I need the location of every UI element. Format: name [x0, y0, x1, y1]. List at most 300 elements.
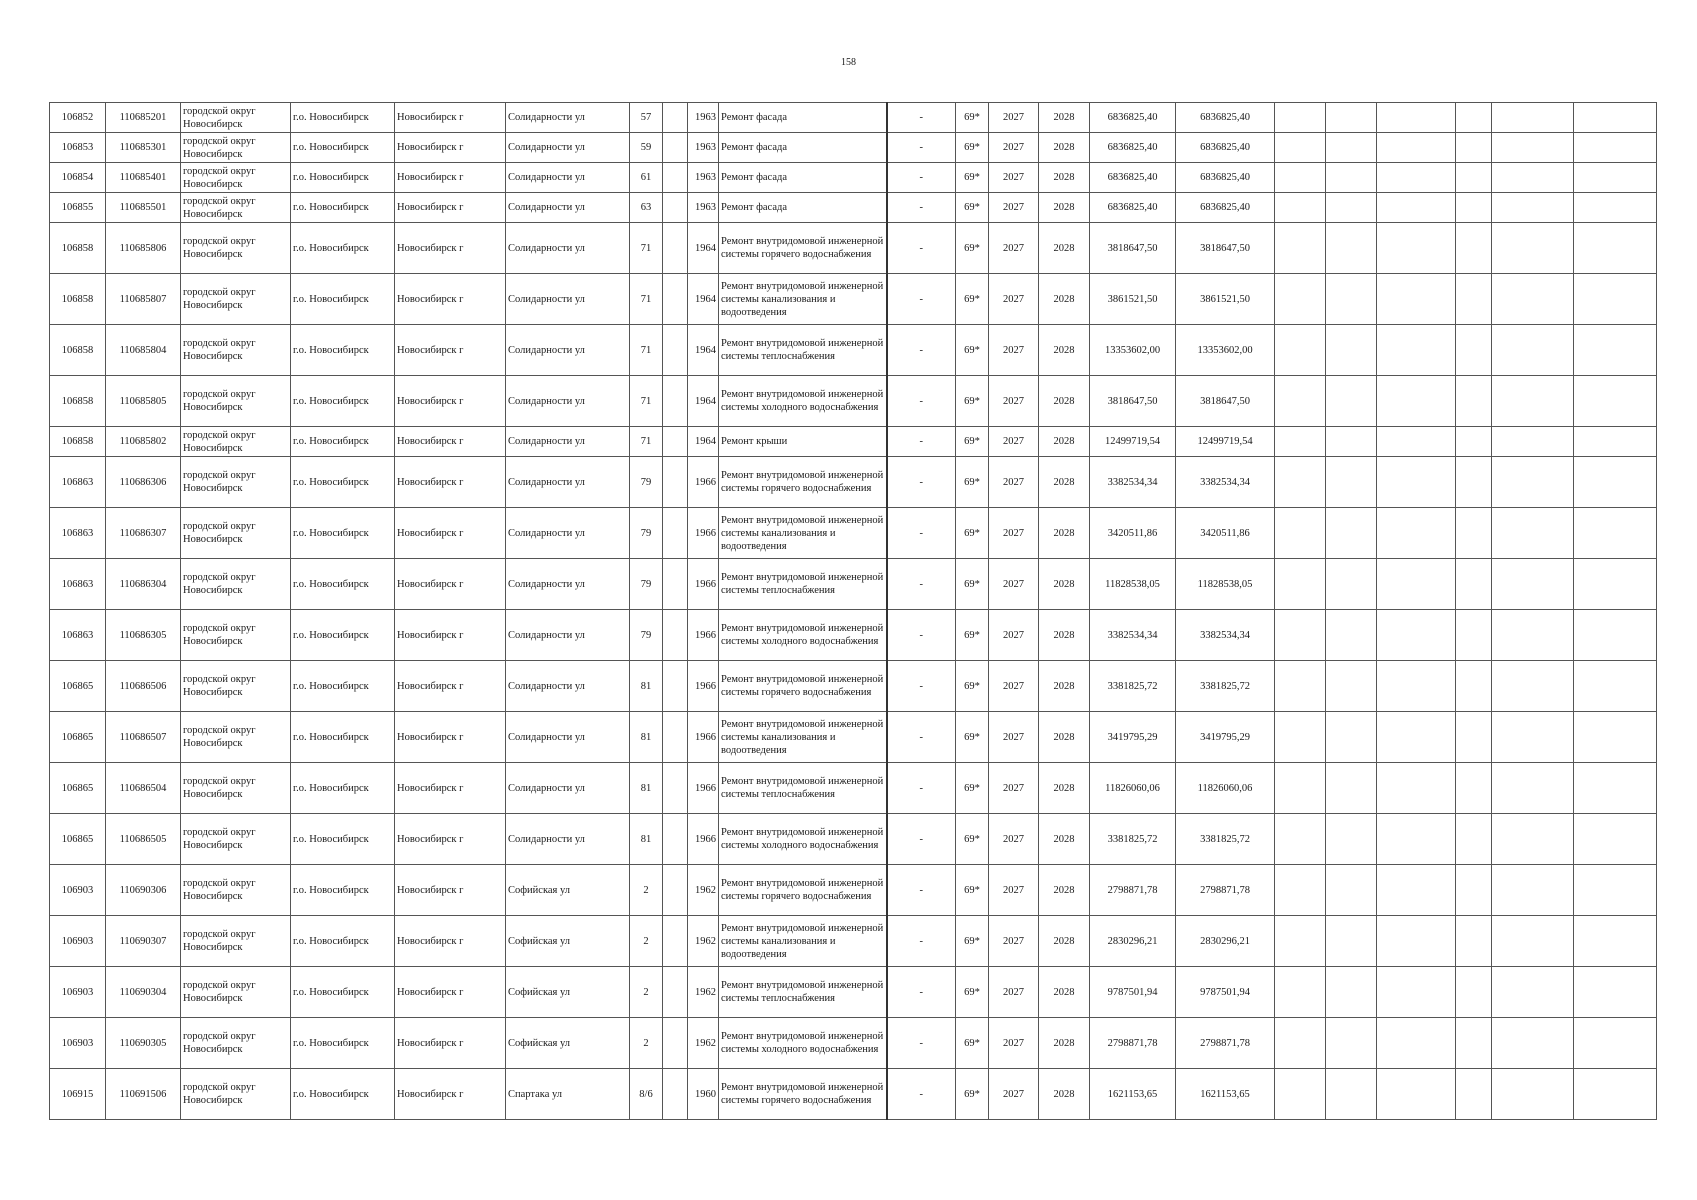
- cell-work-type: Ремонт внутридомовой инженерной системы теплоснабжения: [719, 763, 887, 814]
- table-row: [50, 163, 1657, 193]
- cell-okrug: городской округ Новосибирск: [181, 814, 291, 865]
- cell-street: Солидарности ул: [506, 133, 630, 163]
- cell-work-type: Ремонт внутридомовой инженерной системы холодного водоснабжения: [719, 610, 887, 661]
- cell-end-year: 2028: [1039, 865, 1090, 916]
- cell-total: 1621153,65: [1176, 1069, 1275, 1120]
- cell-municipality: г.о. Новосибирск: [291, 508, 395, 559]
- cell-empty: [1275, 1069, 1326, 1120]
- cell-building: [663, 610, 688, 661]
- cell-total: 3382534,34: [1176, 457, 1275, 508]
- cell-id: 106855: [50, 193, 106, 223]
- cell-city: Новосибирск г: [395, 814, 506, 865]
- cell-dash: -: [887, 916, 956, 967]
- cell-municipality: г.о. Новосибирск: [291, 967, 395, 1018]
- cell-city: Новосибирск г: [395, 325, 506, 376]
- cell-building: [663, 274, 688, 325]
- cell-code: 110686307: [106, 508, 181, 559]
- cell-city: Новосибирск г: [395, 163, 506, 193]
- cell-total: 9787501,94: [1176, 967, 1275, 1018]
- cell-total: 2798871,78: [1176, 1018, 1275, 1069]
- cell-code: 110686504: [106, 763, 181, 814]
- cell-year: 1964: [688, 427, 719, 457]
- cell-total: 3861521,50: [1176, 274, 1275, 325]
- cell-code: 110690305: [106, 1018, 181, 1069]
- cell-end-year: 2028: [1039, 133, 1090, 163]
- cell-start-year: 2027: [989, 163, 1039, 193]
- cell-empty: [1275, 457, 1326, 508]
- cell-empty: [1456, 865, 1492, 916]
- cell-empty: [1377, 325, 1456, 376]
- cell-id: 106903: [50, 1018, 106, 1069]
- cell-cost: 3419795,29: [1090, 712, 1176, 763]
- cell-wear: 69*: [956, 325, 989, 376]
- cell-code: 110686306: [106, 457, 181, 508]
- cell-empty: [1456, 274, 1492, 325]
- table-row: [50, 376, 1657, 427]
- cell-empty: [1326, 712, 1377, 763]
- cell-dash: -: [887, 427, 956, 457]
- cell-id: 106915: [50, 1069, 106, 1120]
- cell-total: 6836825,40: [1176, 193, 1275, 223]
- cell-cost: 12499719,54: [1090, 427, 1176, 457]
- cell-id: 106865: [50, 763, 106, 814]
- page-number: 158: [841, 57, 856, 68]
- cell-empty: [1574, 967, 1657, 1018]
- cell-empty: [1456, 427, 1492, 457]
- cell-city: Новосибирск г: [395, 1018, 506, 1069]
- capital-repair-table: [49, 102, 1657, 1120]
- cell-street: Солидарности ул: [506, 223, 630, 274]
- cell-start-year: 2027: [989, 763, 1039, 814]
- cell-cost: 9787501,94: [1090, 967, 1176, 1018]
- cell-total: 11828538,05: [1176, 559, 1275, 610]
- cell-cost: 3420511,86: [1090, 508, 1176, 559]
- cell-empty: [1492, 223, 1574, 274]
- cell-work-type: Ремонт внутридомовой инженерной системы холодного водоснабжения: [719, 814, 887, 865]
- cell-empty: [1275, 163, 1326, 193]
- cell-empty: [1377, 610, 1456, 661]
- cell-end-year: 2028: [1039, 967, 1090, 1018]
- cell-empty: [1456, 223, 1492, 274]
- cell-municipality: г.о. Новосибирск: [291, 763, 395, 814]
- cell-empty: [1377, 967, 1456, 1018]
- cell-id: 106858: [50, 223, 106, 274]
- cell-empty: [1492, 457, 1574, 508]
- cell-code: 110685201: [106, 103, 181, 133]
- cell-empty: [1574, 763, 1657, 814]
- cell-street: Солидарности ул: [506, 193, 630, 223]
- cell-code: 110685401: [106, 163, 181, 193]
- cell-okrug: городской округ Новосибирск: [181, 508, 291, 559]
- cell-end-year: 2028: [1039, 376, 1090, 427]
- cell-work-type: Ремонт внутридомовой инженерной системы горячего водоснабжения: [719, 661, 887, 712]
- cell-empty: [1275, 376, 1326, 427]
- cell-year: 1966: [688, 712, 719, 763]
- cell-building: [663, 103, 688, 133]
- cell-city: Новосибирск г: [395, 967, 506, 1018]
- cell-end-year: 2028: [1039, 508, 1090, 559]
- cell-empty: [1377, 1069, 1456, 1120]
- cell-dash: -: [887, 763, 956, 814]
- cell-city: Новосибирск г: [395, 712, 506, 763]
- table-row: [50, 457, 1657, 508]
- cell-building: [663, 559, 688, 610]
- cell-work-type: Ремонт внутридомовой инженерной системы теплоснабжения: [719, 325, 887, 376]
- cell-building: [663, 661, 688, 712]
- table-row: [50, 133, 1657, 163]
- cell-total: 6836825,40: [1176, 163, 1275, 193]
- cell-street: Солидарности ул: [506, 325, 630, 376]
- cell-okrug: городской округ Новосибирск: [181, 712, 291, 763]
- cell-municipality: г.о. Новосибирск: [291, 274, 395, 325]
- cell-empty: [1377, 163, 1456, 193]
- cell-empty: [1326, 457, 1377, 508]
- cell-empty: [1492, 193, 1574, 223]
- cell-empty: [1275, 763, 1326, 814]
- cell-work-type: Ремонт внутридомовой инженерной системы канализования и водоотведения: [719, 916, 887, 967]
- cell-empty: [1377, 133, 1456, 163]
- cell-empty: [1492, 916, 1574, 967]
- cell-municipality: г.о. Новосибирск: [291, 376, 395, 427]
- cell-year: 1966: [688, 763, 719, 814]
- cell-house: 79: [630, 610, 663, 661]
- cell-dash: -: [887, 1018, 956, 1069]
- cell-empty: [1326, 763, 1377, 814]
- cell-start-year: 2027: [989, 376, 1039, 427]
- cell-building: [663, 1018, 688, 1069]
- cell-end-year: 2028: [1039, 223, 1090, 274]
- cell-house: 2: [630, 916, 663, 967]
- cell-empty: [1275, 223, 1326, 274]
- cell-cost: 3818647,50: [1090, 376, 1176, 427]
- cell-empty: [1492, 967, 1574, 1018]
- cell-dash: -: [887, 457, 956, 508]
- cell-empty: [1377, 457, 1456, 508]
- cell-work-type: Ремонт внутридомовой инженерной системы канализования и водоотведения: [719, 274, 887, 325]
- cell-empty: [1456, 763, 1492, 814]
- cell-city: Новосибирск г: [395, 763, 506, 814]
- cell-wear: 69*: [956, 559, 989, 610]
- cell-dash: -: [887, 325, 956, 376]
- cell-empty: [1377, 763, 1456, 814]
- cell-total: 6836825,40: [1176, 103, 1275, 133]
- cell-empty: [1377, 865, 1456, 916]
- cell-id: 106854: [50, 163, 106, 193]
- cell-okrug: городской округ Новосибирск: [181, 376, 291, 427]
- cell-street: Софийская ул: [506, 916, 630, 967]
- cell-empty: [1326, 814, 1377, 865]
- cell-empty: [1574, 193, 1657, 223]
- cell-code: 110685806: [106, 223, 181, 274]
- cell-empty: [1326, 193, 1377, 223]
- cell-cost: 2798871,78: [1090, 1018, 1176, 1069]
- table-row: [50, 103, 1657, 133]
- cell-cost: 2798871,78: [1090, 865, 1176, 916]
- cell-empty: [1456, 325, 1492, 376]
- cell-id: 106865: [50, 712, 106, 763]
- cell-empty: [1574, 610, 1657, 661]
- cell-house: 79: [630, 559, 663, 610]
- cell-total: 6836825,40: [1176, 133, 1275, 163]
- cell-municipality: г.о. Новосибирск: [291, 661, 395, 712]
- cell-empty: [1456, 559, 1492, 610]
- cell-total: 3420511,86: [1176, 508, 1275, 559]
- cell-municipality: г.о. Новосибирск: [291, 1069, 395, 1120]
- cell-end-year: 2028: [1039, 763, 1090, 814]
- cell-city: Новосибирск г: [395, 103, 506, 133]
- cell-empty: [1275, 133, 1326, 163]
- cell-start-year: 2027: [989, 712, 1039, 763]
- cell-empty: [1275, 103, 1326, 133]
- cell-empty: [1326, 133, 1377, 163]
- cell-empty: [1456, 376, 1492, 427]
- cell-cost: 3382534,34: [1090, 457, 1176, 508]
- cell-empty: [1574, 457, 1657, 508]
- cell-end-year: 2028: [1039, 193, 1090, 223]
- cell-street: Солидарности ул: [506, 163, 630, 193]
- cell-code: 110685804: [106, 325, 181, 376]
- cell-year: 1966: [688, 457, 719, 508]
- cell-okrug: городской округ Новосибирск: [181, 274, 291, 325]
- cell-work-type: Ремонт фасада: [719, 103, 887, 133]
- cell-end-year: 2028: [1039, 457, 1090, 508]
- cell-city: Новосибирск г: [395, 223, 506, 274]
- cell-code: 110685301: [106, 133, 181, 163]
- cell-municipality: г.о. Новосибирск: [291, 223, 395, 274]
- cell-end-year: 2028: [1039, 1069, 1090, 1120]
- cell-building: [663, 1069, 688, 1120]
- cell-municipality: г.о. Новосибирск: [291, 559, 395, 610]
- cell-empty: [1492, 1069, 1574, 1120]
- cell-empty: [1456, 610, 1492, 661]
- table-row: [50, 610, 1657, 661]
- cell-end-year: 2028: [1039, 103, 1090, 133]
- cell-wear: 69*: [956, 223, 989, 274]
- cell-dash: -: [887, 274, 956, 325]
- cell-work-type: Ремонт внутридомовой инженерной системы канализования и водоотведения: [719, 712, 887, 763]
- cell-start-year: 2027: [989, 1018, 1039, 1069]
- cell-empty: [1574, 661, 1657, 712]
- cell-municipality: г.о. Новосибирск: [291, 457, 395, 508]
- cell-work-type: Ремонт внутридомовой инженерной системы горячего водоснабжения: [719, 223, 887, 274]
- cell-id: 106858: [50, 376, 106, 427]
- cell-wear: 69*: [956, 508, 989, 559]
- cell-empty: [1456, 661, 1492, 712]
- cell-okrug: городской округ Новосибирск: [181, 193, 291, 223]
- cell-wear: 69*: [956, 274, 989, 325]
- cell-empty: [1326, 427, 1377, 457]
- cell-year: 1962: [688, 865, 719, 916]
- table-row: [50, 223, 1657, 274]
- cell-street: Солидарности ул: [506, 103, 630, 133]
- cell-year: 1963: [688, 163, 719, 193]
- cell-work-type: Ремонт внутридомовой инженерной системы горячего водоснабжения: [719, 865, 887, 916]
- cell-empty: [1456, 103, 1492, 133]
- cell-wear: 69*: [956, 916, 989, 967]
- cell-city: Новосибирск г: [395, 133, 506, 163]
- cell-dash: -: [887, 814, 956, 865]
- cell-empty: [1377, 103, 1456, 133]
- cell-id: 106903: [50, 967, 106, 1018]
- cell-empty: [1275, 661, 1326, 712]
- cell-street: Софийская ул: [506, 967, 630, 1018]
- cell-empty: [1377, 508, 1456, 559]
- cell-city: Новосибирск г: [395, 610, 506, 661]
- cell-cost: 6836825,40: [1090, 103, 1176, 133]
- cell-empty: [1492, 508, 1574, 559]
- cell-id: 106865: [50, 814, 106, 865]
- cell-empty: [1574, 814, 1657, 865]
- cell-empty: [1492, 559, 1574, 610]
- cell-municipality: г.о. Новосибирск: [291, 1018, 395, 1069]
- cell-municipality: г.о. Новосибирск: [291, 103, 395, 133]
- cell-year: 1966: [688, 661, 719, 712]
- cell-wear: 69*: [956, 163, 989, 193]
- table-row: [50, 916, 1657, 967]
- cell-empty: [1326, 916, 1377, 967]
- cell-empty: [1574, 325, 1657, 376]
- cell-empty: [1377, 559, 1456, 610]
- cell-cost: 3818647,50: [1090, 223, 1176, 274]
- cell-municipality: г.о. Новосибирск: [291, 133, 395, 163]
- cell-code: 110685807: [106, 274, 181, 325]
- cell-building: [663, 325, 688, 376]
- cell-empty: [1456, 916, 1492, 967]
- cell-end-year: 2028: [1039, 427, 1090, 457]
- cell-year: 1963: [688, 103, 719, 133]
- cell-id: 106858: [50, 325, 106, 376]
- cell-total: 3381825,72: [1176, 661, 1275, 712]
- cell-empty: [1275, 274, 1326, 325]
- cell-id: 106852: [50, 103, 106, 133]
- table-row: [50, 661, 1657, 712]
- cell-empty: [1377, 814, 1456, 865]
- cell-city: Новосибирск г: [395, 376, 506, 427]
- cell-city: Новосибирск г: [395, 274, 506, 325]
- cell-okrug: городской округ Новосибирск: [181, 865, 291, 916]
- cell-building: [663, 223, 688, 274]
- cell-house: 8/6: [630, 1069, 663, 1120]
- cell-dash: -: [887, 967, 956, 1018]
- cell-wear: 69*: [956, 133, 989, 163]
- cell-okrug: городской округ Новосибирск: [181, 427, 291, 457]
- cell-empty: [1326, 967, 1377, 1018]
- cell-empty: [1492, 712, 1574, 763]
- cell-cost: 11826060,06: [1090, 763, 1176, 814]
- cell-empty: [1326, 103, 1377, 133]
- cell-year: 1966: [688, 508, 719, 559]
- table-row: [50, 274, 1657, 325]
- cell-street: Солидарности ул: [506, 376, 630, 427]
- cell-street: Солидарности ул: [506, 427, 630, 457]
- cell-municipality: г.о. Новосибирск: [291, 916, 395, 967]
- cell-empty: [1326, 223, 1377, 274]
- cell-house: 71: [630, 427, 663, 457]
- cell-dash: -: [887, 865, 956, 916]
- cell-okrug: городской округ Новосибирск: [181, 610, 291, 661]
- cell-code: 110686304: [106, 559, 181, 610]
- cell-street: Софийская ул: [506, 865, 630, 916]
- cell-house: 57: [630, 103, 663, 133]
- cell-cost: 6836825,40: [1090, 163, 1176, 193]
- cell-empty: [1326, 1018, 1377, 1069]
- cell-empty: [1275, 610, 1326, 661]
- cell-empty: [1574, 508, 1657, 559]
- cell-city: Новосибирск г: [395, 865, 506, 916]
- cell-street: Солидарности ул: [506, 610, 630, 661]
- cell-work-type: Ремонт внутридомовой инженерной системы канализования и водоотведения: [719, 508, 887, 559]
- cell-wear: 69*: [956, 1018, 989, 1069]
- cell-okrug: городской округ Новосибирск: [181, 103, 291, 133]
- cell-end-year: 2028: [1039, 1018, 1090, 1069]
- cell-year: 1963: [688, 133, 719, 163]
- cell-street: Спартака ул: [506, 1069, 630, 1120]
- cell-start-year: 2027: [989, 508, 1039, 559]
- cell-empty: [1275, 712, 1326, 763]
- cell-empty: [1275, 916, 1326, 967]
- cell-empty: [1326, 274, 1377, 325]
- cell-empty: [1275, 193, 1326, 223]
- cell-wear: 69*: [956, 457, 989, 508]
- cell-empty: [1326, 610, 1377, 661]
- cell-total: 2798871,78: [1176, 865, 1275, 916]
- cell-wear: 69*: [956, 193, 989, 223]
- cell-year: 1964: [688, 376, 719, 427]
- cell-empty: [1275, 427, 1326, 457]
- cell-dash: -: [887, 163, 956, 193]
- cell-okrug: городской округ Новосибирск: [181, 916, 291, 967]
- table-row: [50, 1069, 1657, 1120]
- cell-empty: [1574, 916, 1657, 967]
- cell-building: [663, 457, 688, 508]
- cell-code: 110685802: [106, 427, 181, 457]
- table-row: [50, 559, 1657, 610]
- cell-empty: [1456, 967, 1492, 1018]
- cell-empty: [1492, 661, 1574, 712]
- cell-empty: [1275, 865, 1326, 916]
- cell-work-type: Ремонт внутридомовой инженерной системы холодного водоснабжения: [719, 1018, 887, 1069]
- cell-end-year: 2028: [1039, 163, 1090, 193]
- cell-dash: -: [887, 376, 956, 427]
- cell-empty: [1574, 1069, 1657, 1120]
- cell-total: 3381825,72: [1176, 814, 1275, 865]
- cell-code: 110686305: [106, 610, 181, 661]
- cell-year: 1964: [688, 223, 719, 274]
- table-body: [50, 103, 1657, 1120]
- cell-okrug: городской округ Новосибирск: [181, 763, 291, 814]
- cell-wear: 69*: [956, 967, 989, 1018]
- cell-work-type: Ремонт фасада: [719, 193, 887, 223]
- cell-wear: 69*: [956, 610, 989, 661]
- cell-empty: [1456, 1018, 1492, 1069]
- cell-total: 3382534,34: [1176, 610, 1275, 661]
- cell-work-type: Ремонт внутридомовой инженерной системы теплоснабжения: [719, 559, 887, 610]
- cell-empty: [1326, 559, 1377, 610]
- cell-empty: [1492, 814, 1574, 865]
- cell-year: 1964: [688, 325, 719, 376]
- cell-municipality: г.о. Новосибирск: [291, 712, 395, 763]
- cell-total: 2830296,21: [1176, 916, 1275, 967]
- cell-empty: [1377, 916, 1456, 967]
- cell-start-year: 2027: [989, 325, 1039, 376]
- cell-empty: [1574, 427, 1657, 457]
- table-row: [50, 193, 1657, 223]
- cell-work-type: Ремонт фасада: [719, 163, 887, 193]
- cell-building: [663, 763, 688, 814]
- cell-cost: 2830296,21: [1090, 916, 1176, 967]
- cell-start-year: 2027: [989, 223, 1039, 274]
- cell-start-year: 2027: [989, 865, 1039, 916]
